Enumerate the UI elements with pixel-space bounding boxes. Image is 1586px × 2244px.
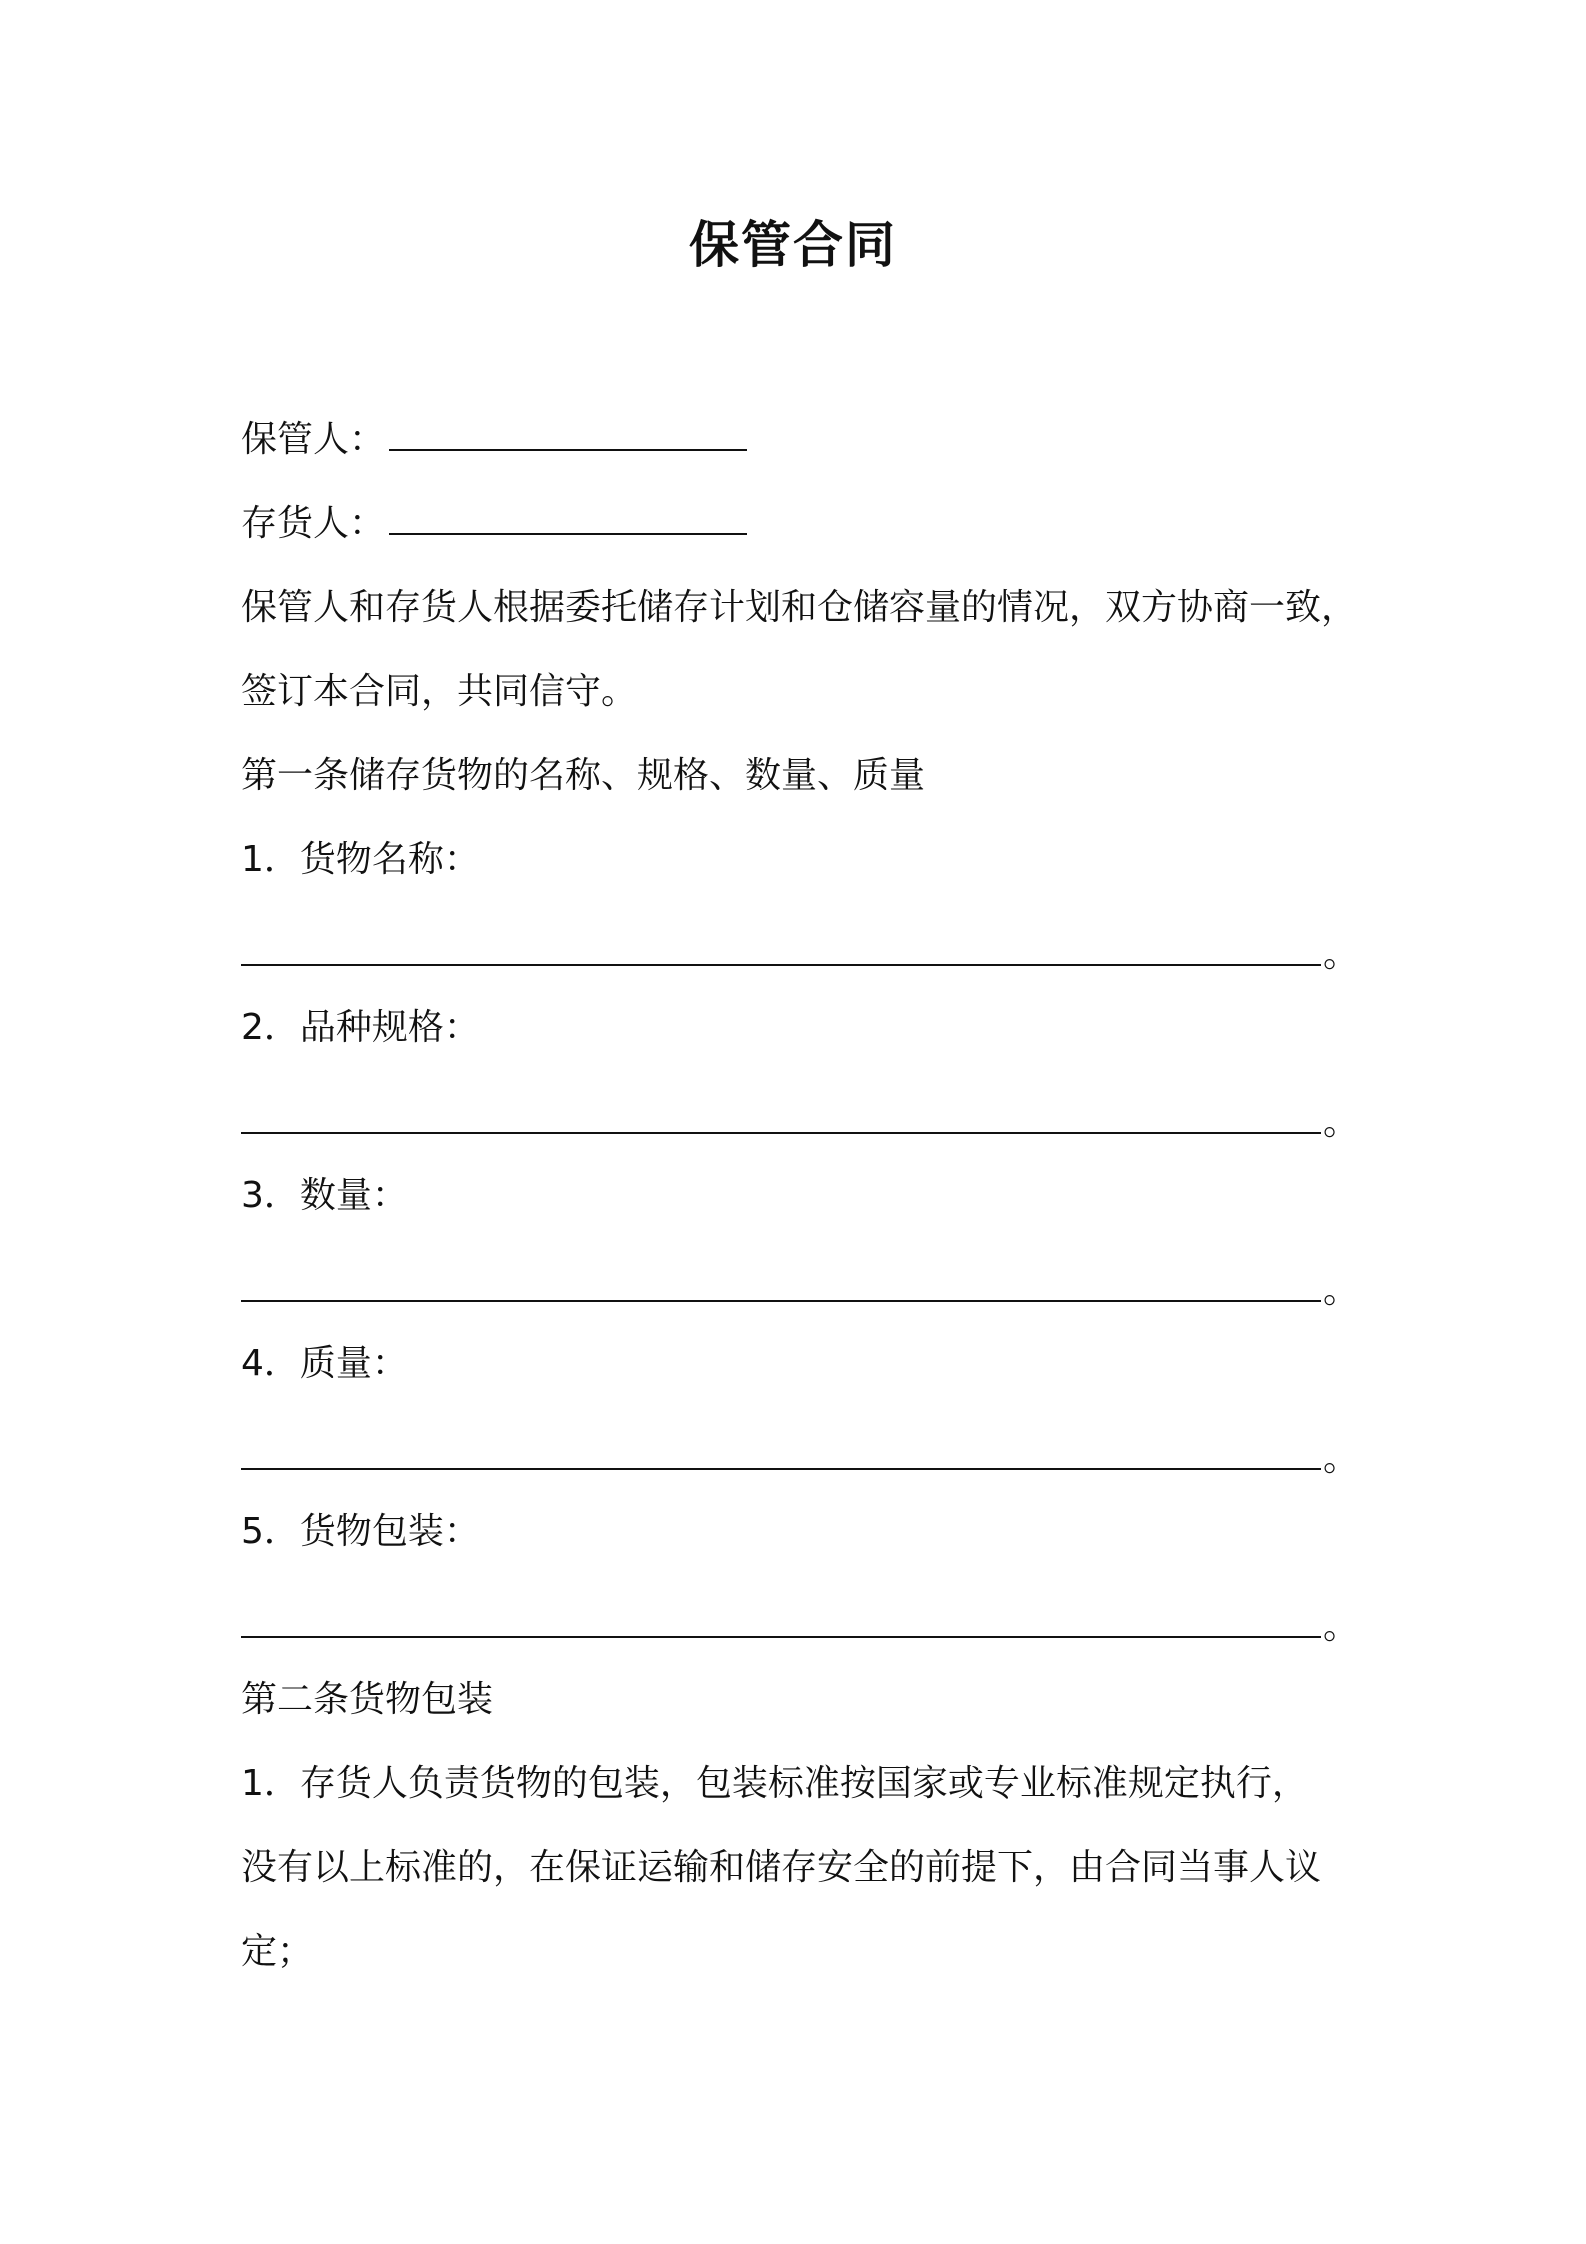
item5-blank[interactable] <box>241 1606 1321 1638</box>
item5-label: 5．货物包装： <box>241 1511 480 1552</box>
depositor-blank[interactable] <box>389 499 747 535</box>
intro-line-1: 保管人和存货人根据委托储存计划和仓储容量的情况，双方协商一致， <box>241 587 1358 628</box>
item1-period: 。 <box>1323 934 1360 975</box>
item2-blank[interactable] <box>241 1102 1321 1134</box>
item4-blank[interactable] <box>241 1438 1321 1470</box>
custodian-blank[interactable] <box>389 415 747 451</box>
item4-period: 。 <box>1323 1438 1360 1479</box>
item5-period: 。 <box>1323 1606 1360 1647</box>
item1-blank[interactable] <box>241 934 1321 966</box>
item2-period: 。 <box>1323 1102 1360 1143</box>
item3-blank[interactable] <box>241 1270 1321 1302</box>
page-title: 保管合同 <box>689 216 897 274</box>
article2-item1-line3: 定； <box>241 1931 314 1972</box>
article2-item1-line2: 没有以上标准的，在保证运输和储存安全的前提下，由合同当事人议 <box>241 1847 1322 1888</box>
item3-blank-line <box>241 1266 1401 1316</box>
custodian-label: 保管人： <box>241 419 386 460</box>
depositor-field <box>241 499 1401 549</box>
item3-period: 。 <box>1323 1270 1360 1311</box>
item2-label: 2．品种规格： <box>241 1007 480 1048</box>
custodian-field <box>241 415 1401 465</box>
intro-line-2: 签订本合同，共同信守。 <box>241 671 638 712</box>
item4-label: 4．质量： <box>241 1343 408 1384</box>
article2-heading: 第二条货物包装 <box>241 1679 494 1720</box>
article1-heading: 第一条储存货物的名称、规格、数量、质量 <box>241 755 926 796</box>
item4-blank-line <box>241 1434 1401 1484</box>
item3-label: 3．数量： <box>241 1175 408 1216</box>
item1-label: 1．货物名称： <box>241 839 480 880</box>
item5-blank-line <box>241 1602 1401 1652</box>
item2-blank-line <box>241 1098 1401 1148</box>
item1-blank-line <box>241 930 1401 980</box>
depositor-label: 存货人： <box>241 503 386 544</box>
article2-item1-line1: 1．存货人负责货物的包装，包装标准按国家或专业标准规定执行， <box>241 1763 1308 1804</box>
